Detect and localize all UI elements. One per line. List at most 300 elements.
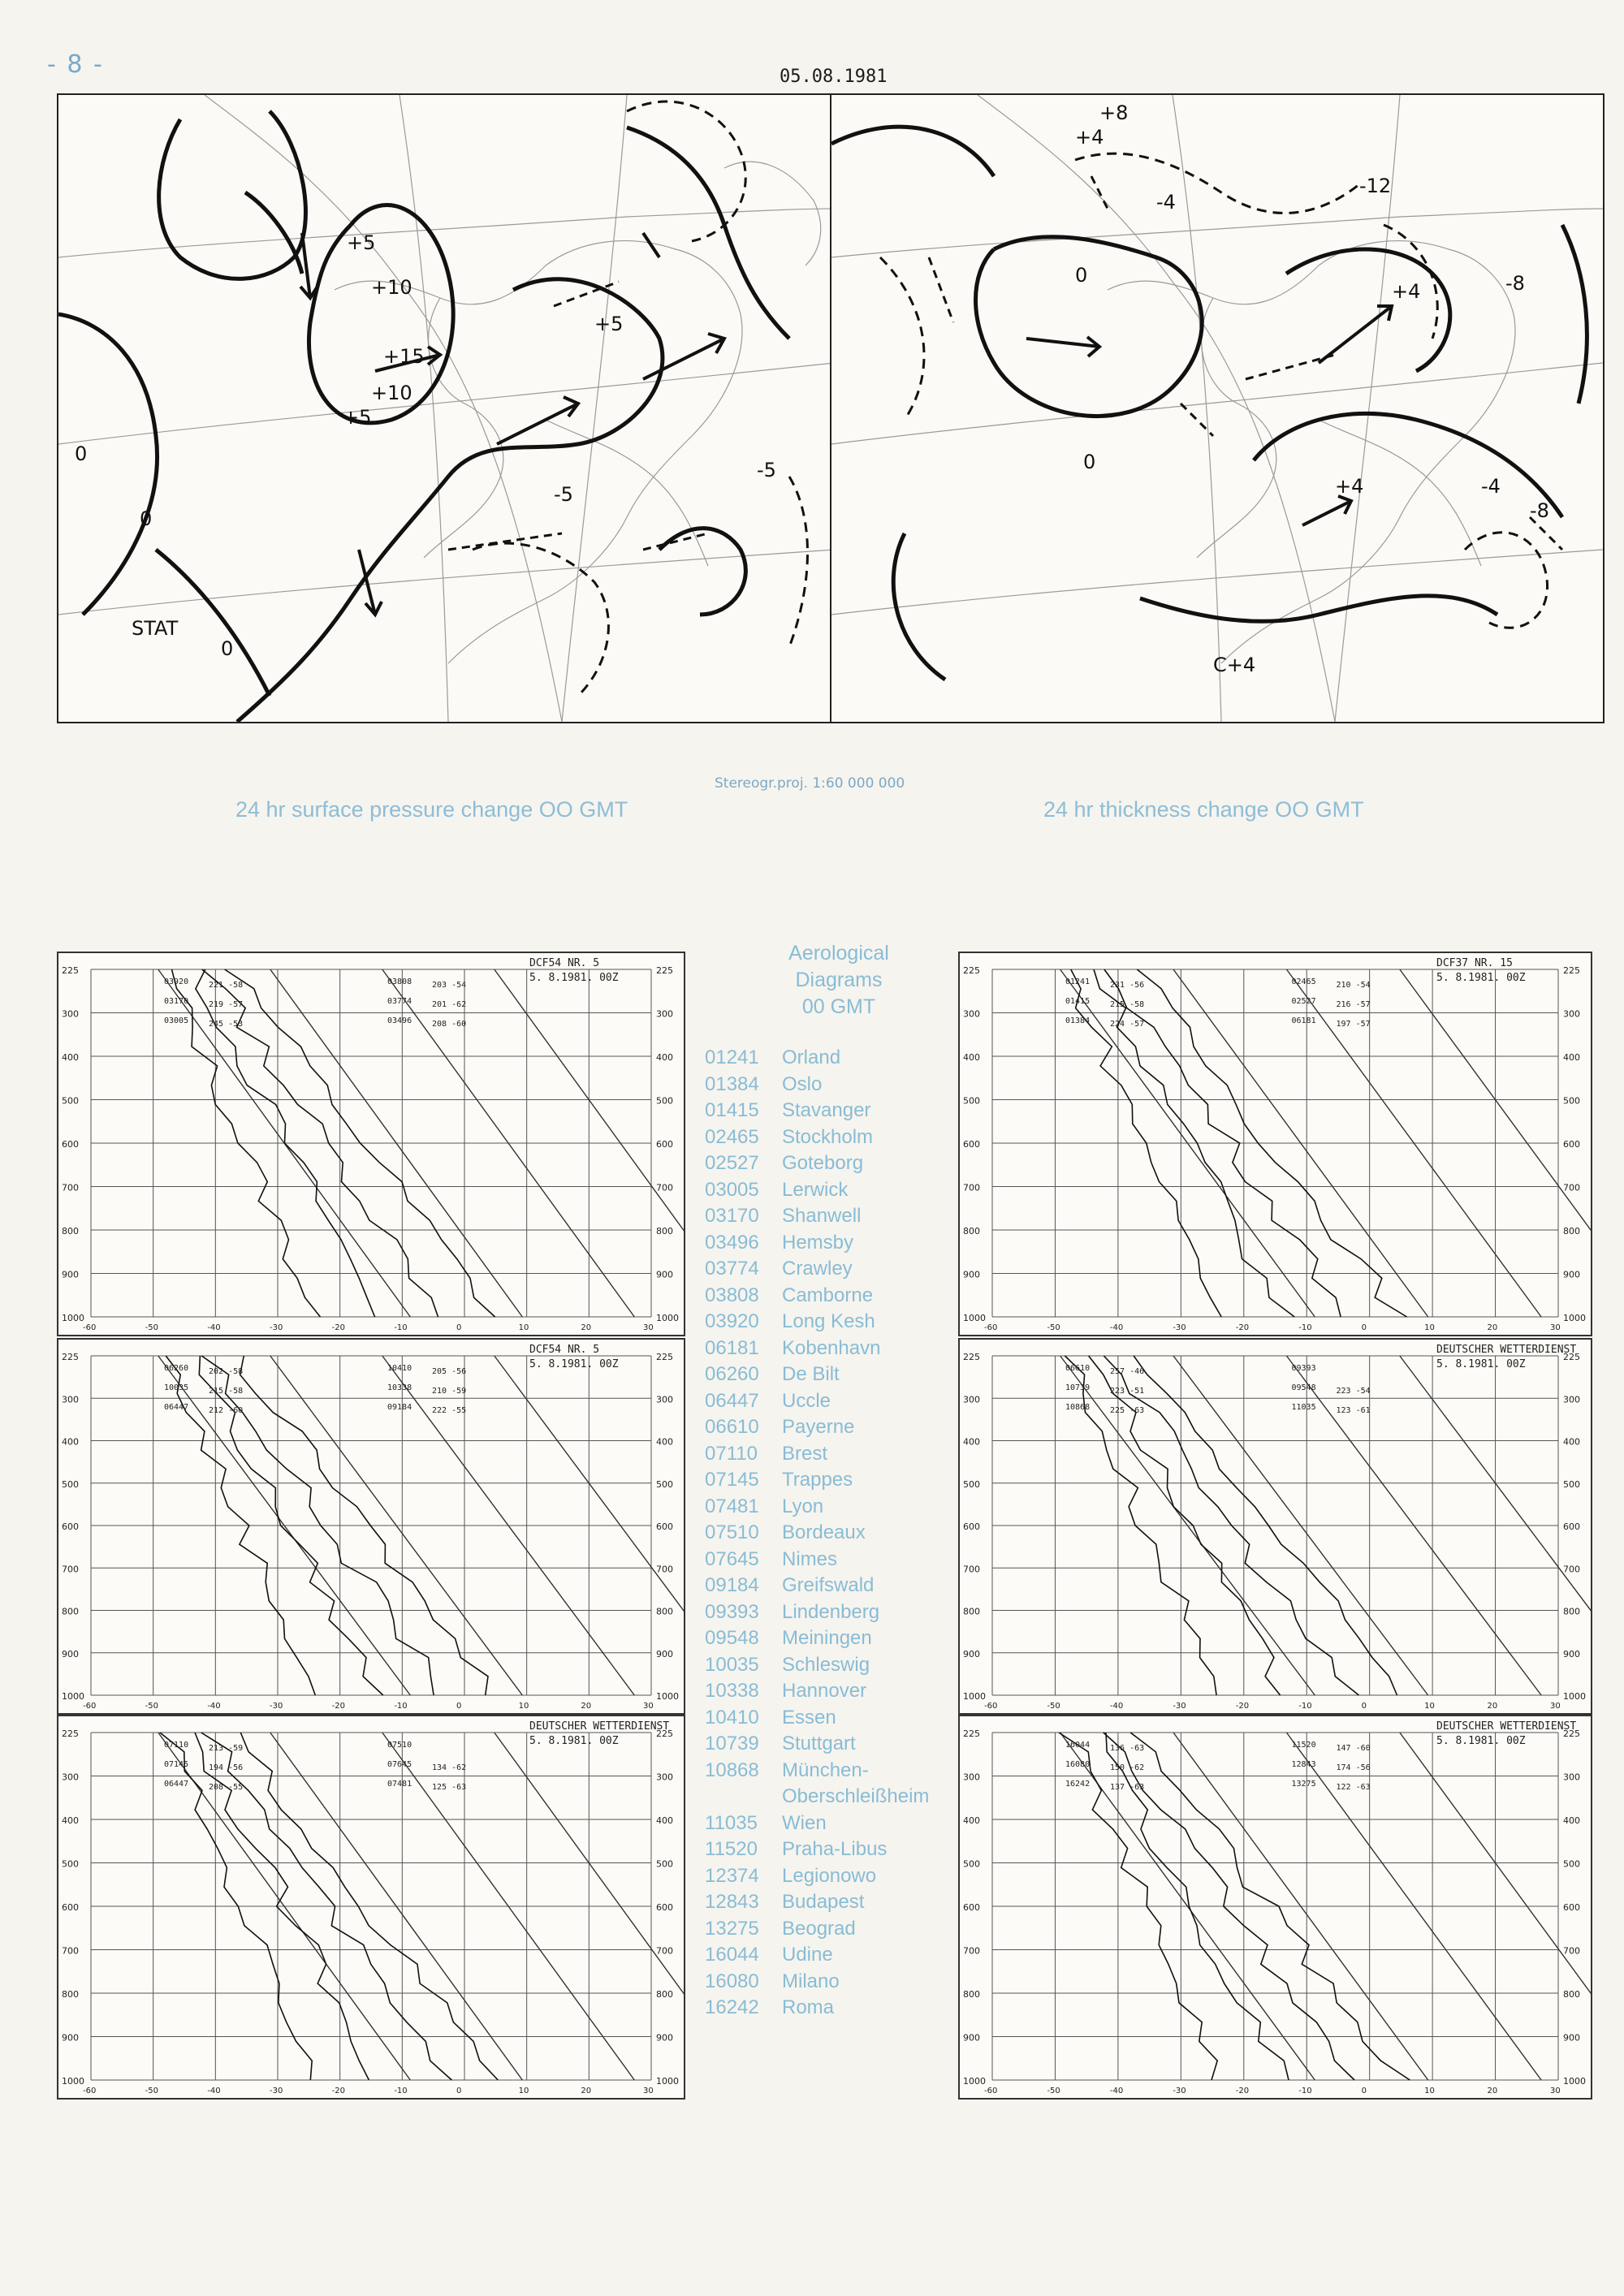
diagram-station-code: 03920 — [164, 978, 189, 986]
station-item — [705, 1652, 973, 1679]
station-name: Essen — [782, 1706, 836, 1728]
diagram-station-value: 210 -59 — [432, 1387, 467, 1396]
temperature-tick-label: 10 — [1424, 1323, 1435, 1332]
pressure-level-label: 225 — [62, 965, 79, 976]
map-label: +10 — [371, 382, 412, 404]
aerological-diagram — [57, 1338, 685, 1715]
pressure-level-label: 400 — [963, 1815, 980, 1826]
station-code: 06181 — [705, 1336, 759, 1359]
diagram-station-value: 136 -63 — [1110, 1744, 1145, 1753]
station-name: Brest — [782, 1442, 828, 1465]
temperature-tick-label: -50 — [1047, 1323, 1060, 1332]
pressure-level-label: 600 — [1563, 1521, 1580, 1532]
station-name: Orland — [782, 1047, 841, 1068]
station-code: 07645 — [705, 1547, 759, 1570]
station-item — [705, 1283, 973, 1310]
station-item — [705, 1836, 973, 1863]
pressure-level-label: 300 — [963, 1008, 980, 1020]
map-label: -8 — [1505, 272, 1525, 295]
pressure-level-label: 1000 — [656, 2076, 679, 2087]
pressure-level-label: 400 — [62, 1436, 79, 1448]
station-name: Payerne — [782, 1416, 855, 1438]
diagram-station-code: 16080 — [1065, 1760, 1091, 1769]
station-item — [705, 1916, 973, 1943]
map-label: +5 — [347, 231, 376, 254]
station-code: 06447 — [705, 1389, 759, 1412]
legend-title-line2: Diagrams — [795, 969, 883, 991]
diagram-station-code: 07481 — [387, 1780, 412, 1789]
station-name: Milano — [782, 1970, 840, 1992]
temperature-tick-label: 30 — [643, 1323, 654, 1332]
diagram-station-value: 225 -63 — [1110, 1406, 1145, 1415]
station-item — [705, 1124, 973, 1151]
pressure-level-label: 300 — [62, 1008, 79, 1020]
station-name: Meiningen — [782, 1627, 872, 1649]
temperature-tick-label: 20 — [581, 2087, 592, 2095]
temperature-tick-label: -20 — [1235, 1323, 1250, 1332]
aerological-diagram — [958, 952, 1592, 1336]
diagram-station-value: 137 -63 — [1110, 1783, 1145, 1792]
temperature-tick-label: -40 — [207, 2087, 221, 2095]
left-map-caption: 24 hr surface pressure change OO GMT — [235, 797, 628, 822]
temperature-tick-label: 0 — [456, 1323, 462, 1332]
station-item — [705, 1758, 973, 1810]
temperature-tick-label: 0 — [1361, 2087, 1367, 2095]
map-label: +4 — [1392, 280, 1421, 303]
pressure-level-label: 600 — [1563, 1902, 1580, 1913]
temperature-tick-label: -30 — [270, 1323, 283, 1332]
diagram-header: DCF37 NR. 15 — [1436, 957, 1513, 969]
pressure-level-label: 400 — [62, 1815, 79, 1826]
pressure-level-label: 400 — [656, 1436, 673, 1448]
pressure-level-label: 600 — [62, 1902, 79, 1913]
diagram-station-value: 216 -57 — [1336, 1000, 1371, 1009]
temperature-tick-label: -10 — [1298, 1323, 1312, 1332]
station-item — [705, 1520, 973, 1547]
diagram-station-value: 221 -58 — [209, 981, 244, 990]
pressure-level-label: 900 — [62, 2032, 79, 2044]
pressure-level-label: 400 — [656, 1052, 673, 1063]
station-item — [705, 1863, 973, 1890]
temperature-tick-label: -40 — [207, 1702, 221, 1711]
diagram-station-value: 203 -54 — [432, 981, 467, 990]
pressure-level-label: 500 — [963, 1478, 980, 1490]
temperature-tick-label: -10 — [394, 1323, 408, 1332]
diagram-station-code: 01415 — [1065, 997, 1091, 1006]
station-code: 10035 — [705, 1653, 759, 1676]
station-code: 16242 — [705, 1996, 759, 2018]
temperature-tick-label: -40 — [207, 1323, 221, 1332]
station-name: Lindenberg — [782, 1600, 880, 1623]
diagram-station-code: 01241 — [1065, 978, 1091, 986]
pressure-level-label: 700 — [1563, 1945, 1580, 1957]
temperature-tick-label: -30 — [270, 1702, 283, 1711]
temperature-tick-label: 30 — [643, 2087, 654, 2095]
station-name: München-Oberschleißheim — [782, 1759, 930, 1807]
temperature-tick-label: 30 — [643, 1702, 654, 1711]
station-item — [705, 1547, 973, 1573]
pressure-level-label: 600 — [62, 1521, 79, 1532]
temperature-tick-label: -30 — [1173, 1702, 1186, 1711]
map-label: 0 — [1083, 451, 1096, 473]
station-name: Stavanger — [782, 1099, 871, 1121]
station-name: Greifswald — [782, 1574, 875, 1596]
pressure-level-label: 800 — [963, 1606, 980, 1617]
pressure-level-label: 500 — [656, 1858, 673, 1870]
diagram-plot — [58, 1716, 684, 2098]
pressure-level-label: 600 — [62, 1139, 79, 1150]
station-code: 01241 — [705, 1047, 759, 1068]
diagram-station-code: 09184 — [387, 1403, 412, 1412]
station-name: De Bilt — [782, 1363, 840, 1385]
station-code: 01384 — [705, 1072, 759, 1095]
surface-pressure-map-drawing — [58, 95, 835, 722]
diagram-date: 5. 8.1981. 00Z — [1436, 1358, 1526, 1370]
diagram-station-value: 194 -56 — [209, 1763, 244, 1772]
temperature-tick-label: -60 — [984, 1702, 998, 1711]
temperature-tick-label: 10 — [518, 2087, 529, 2095]
station-name: Hannover — [782, 1680, 867, 1702]
right-map-caption: 24 hr thickness change OO GMT — [1043, 797, 1364, 822]
station-name: Goteborg — [782, 1152, 864, 1174]
station-name: Kobenhavn — [782, 1336, 881, 1359]
station-code: 02527 — [705, 1152, 759, 1174]
station-item — [705, 1177, 973, 1204]
pressure-level-label: 400 — [1563, 1436, 1580, 1448]
pressure-level-label: 700 — [1563, 1564, 1580, 1575]
aerological-diagram — [57, 1715, 685, 2100]
station-code: 06260 — [705, 1363, 759, 1385]
diagram-station-code: 07110 — [164, 1741, 189, 1750]
temperature-tick-label: 20 — [1487, 1323, 1498, 1332]
station-name: Bordeaux — [782, 1521, 866, 1543]
station-item — [705, 1705, 973, 1732]
station-name: Lyon — [782, 1495, 824, 1517]
temperature-tick-label: -20 — [331, 1323, 346, 1332]
diagram-header: DEUTSCHER WETTERDIENST — [1436, 1720, 1577, 1733]
diagram-station-value: 201 -62 — [432, 1000, 467, 1009]
diagram-station-code: 11035 — [1291, 1403, 1316, 1412]
pressure-level-label: 900 — [963, 1648, 980, 1659]
station-code: 03005 — [705, 1178, 759, 1201]
station-item — [705, 1388, 973, 1415]
temperature-tick-label: 20 — [581, 1702, 592, 1711]
station-code: 12843 — [705, 1891, 759, 1913]
diagram-station-code: 10338 — [387, 1383, 412, 1392]
pressure-level-label: 400 — [656, 1815, 673, 1826]
aerological-diagram — [57, 952, 685, 1336]
pressure-level-label: 225 — [1563, 1728, 1580, 1739]
pressure-level-label: 700 — [963, 1564, 980, 1575]
station-item — [705, 1995, 973, 2022]
diagram-plot — [58, 1340, 684, 1713]
map-label: +8 — [1099, 101, 1129, 124]
pressure-level-label: 500 — [1563, 1858, 1580, 1870]
temperature-tick-label: -60 — [83, 2087, 97, 2095]
diagram-station-code: 06260 — [164, 1364, 189, 1373]
pressure-level-label: 900 — [1563, 1648, 1580, 1659]
diagram-station-code: 03170 — [164, 997, 189, 1006]
pressure-level-label: 225 — [963, 965, 980, 976]
map-label: 0 — [1075, 264, 1088, 287]
map-label: -4 — [1156, 191, 1176, 214]
map-label: STAT — [132, 617, 179, 640]
pressure-level-label: 600 — [656, 1139, 673, 1150]
diagram-station-code: 09393 — [1291, 1364, 1316, 1373]
pressure-level-label: 225 — [1563, 965, 1580, 976]
diagram-station-code: 01384 — [1065, 1016, 1091, 1025]
temperature-tick-label: -50 — [1047, 2087, 1060, 2095]
station-name: Oslo — [782, 1072, 823, 1095]
map-label: +4 — [1335, 475, 1364, 498]
station-code: 06610 — [705, 1416, 759, 1438]
diagram-station-code: 06447 — [164, 1403, 189, 1412]
diagram-station-code: 09548 — [1291, 1383, 1316, 1392]
diagram-station-value: 197 -57 — [1336, 1020, 1371, 1029]
station-code: 07110 — [705, 1442, 758, 1465]
pressure-level-label: 300 — [963, 1394, 980, 1405]
station-code: 13275 — [705, 1917, 759, 1940]
station-name: Budapest — [782, 1891, 865, 1913]
pressure-level-label: 1000 — [656, 1691, 679, 1702]
station-name: Camborne — [782, 1284, 874, 1306]
map-label: 0 — [221, 637, 234, 660]
temperature-tick-label: -10 — [394, 1702, 408, 1711]
pressure-level-label: 800 — [963, 1226, 980, 1236]
temperature-tick-label: -20 — [331, 2087, 346, 2095]
temperature-tick-label: 0 — [456, 2087, 462, 2095]
temperature-tick-label: -60 — [984, 1323, 998, 1332]
pressure-level-label: 500 — [963, 1858, 980, 1870]
temperature-tick-label: -60 — [984, 2087, 998, 2095]
temperature-tick-label: 10 — [1424, 2087, 1435, 2095]
temperature-tick-label: -20 — [1235, 2087, 1250, 2095]
pressure-level-label: 900 — [1563, 1269, 1580, 1280]
station-name: Uccle — [782, 1389, 831, 1412]
pressure-level-label: 700 — [656, 1182, 673, 1193]
station-code: 11520 — [705, 1838, 758, 1860]
diagram-station-value: 212 -60 — [209, 1406, 244, 1415]
pressure-level-label: 900 — [1563, 2032, 1580, 2044]
pressure-level-label: 1000 — [963, 2076, 986, 2087]
diagram-station-value: 123 -61 — [1336, 1406, 1371, 1415]
diagram-station-code: 10739 — [1065, 1383, 1091, 1392]
station-code: 10739 — [705, 1733, 759, 1754]
diagram-station-code: 16044 — [1065, 1741, 1091, 1750]
station-name: Roma — [782, 1996, 835, 2018]
station-item — [705, 1045, 973, 1072]
temperature-tick-label: -60 — [83, 1702, 97, 1711]
map-label: 0 — [75, 442, 88, 465]
pressure-level-label: 800 — [656, 1226, 673, 1236]
pressure-level-label: 225 — [62, 1352, 79, 1362]
pressure-level-label: 225 — [963, 1352, 980, 1362]
diagram-station-value: 223 -51 — [1110, 1387, 1145, 1396]
station-item — [705, 1599, 973, 1626]
map-label: +5 — [594, 313, 624, 335]
diagram-station-value: 215 -58 — [1110, 1000, 1145, 1009]
diagram-station-value: 205 -56 — [432, 1367, 467, 1376]
station-item — [705, 1150, 973, 1177]
pressure-level-label: 700 — [62, 1564, 79, 1575]
diagram-station-code: 03774 — [387, 997, 412, 1006]
surface-pressure-change-map — [57, 93, 836, 723]
pressure-level-label: 225 — [1563, 1352, 1580, 1362]
pressure-level-label: 300 — [963, 1772, 980, 1783]
station-code: 10868 — [705, 1759, 759, 1781]
temperature-tick-label: -30 — [1173, 1323, 1186, 1332]
diagram-station-value: 224 -57 — [1110, 1020, 1145, 1029]
temperature-tick-label: -50 — [145, 2087, 159, 2095]
diagram-station-value: 150 -62 — [1110, 1763, 1145, 1772]
station-name: Wien — [782, 1811, 827, 1834]
temperature-tick-label: 0 — [1361, 1702, 1367, 1711]
diagram-date: 5. 8.1981. 00Z — [529, 1358, 619, 1370]
station-code: 09393 — [705, 1600, 759, 1623]
pressure-level-label: 800 — [1563, 1606, 1580, 1617]
pressure-level-label: 1000 — [62, 2076, 84, 2087]
diagram-station-value: 174 -56 — [1336, 1763, 1371, 1772]
page-number: - 8 - — [47, 50, 104, 79]
pressure-level-label: 800 — [656, 1989, 673, 2000]
station-name: Legionowo — [782, 1864, 877, 1887]
station-code: 03774 — [705, 1258, 759, 1280]
diagram-station-code: 12843 — [1291, 1760, 1316, 1769]
pressure-level-label: 225 — [656, 1728, 673, 1739]
diagram-station-value: 147 -60 — [1336, 1744, 1371, 1753]
map-label: 0 — [140, 507, 153, 530]
station-code: 12374 — [705, 1864, 759, 1887]
diagram-station-code: 10410 — [387, 1364, 412, 1373]
map-label: -5 — [554, 483, 573, 506]
diagram-station-value: 222 -55 — [432, 1406, 467, 1415]
station-item — [705, 1942, 973, 1969]
pressure-level-label: 900 — [963, 1269, 980, 1280]
pressure-level-label: 600 — [656, 1902, 673, 1913]
station-name: Schleswig — [782, 1653, 870, 1676]
station-name: Praha-Libus — [782, 1838, 888, 1860]
map-label: -5 — [757, 459, 776, 481]
map-label: +4 — [1075, 126, 1104, 149]
station-code: 10410 — [705, 1706, 759, 1728]
pressure-level-label: 800 — [656, 1606, 673, 1617]
pressure-level-label: 1000 — [963, 1313, 986, 1323]
station-item — [705, 1969, 973, 1996]
station-item — [705, 1625, 973, 1652]
station-name: Beograd — [782, 1917, 856, 1940]
temperature-tick-label: -40 — [1109, 1702, 1124, 1711]
temperature-tick-label: -20 — [331, 1702, 346, 1711]
diagram-plot — [960, 953, 1591, 1335]
pressure-level-label: 225 — [656, 1352, 673, 1362]
pressure-level-label: 500 — [62, 1478, 79, 1490]
pressure-level-label: 900 — [963, 2032, 980, 2044]
station-item — [705, 1230, 973, 1257]
temperature-tick-label: -60 — [83, 1323, 97, 1332]
pressure-level-label: 900 — [656, 1269, 673, 1280]
temperature-tick-label: 0 — [1361, 1323, 1367, 1332]
pressure-level-label: 400 — [963, 1436, 980, 1448]
diagram-station-code: 07145 — [164, 1760, 189, 1769]
pressure-level-label: 500 — [963, 1095, 980, 1107]
pressure-level-label: 1000 — [656, 1313, 679, 1323]
pressure-level-label: 700 — [963, 1945, 980, 1957]
pressure-level-label: 300 — [656, 1008, 673, 1020]
diagram-station-value: 134 -62 — [432, 1763, 467, 1772]
pressure-level-label: 500 — [62, 1095, 79, 1107]
pressure-level-label: 300 — [1563, 1008, 1580, 1020]
diagram-station-code: 10868 — [1065, 1403, 1091, 1412]
diagram-header: DCF54 NR. 5 — [529, 1344, 600, 1356]
pressure-level-label: 700 — [62, 1945, 79, 1957]
temperature-tick-label: -20 — [1235, 1702, 1250, 1711]
pressure-level-label: 400 — [963, 1052, 980, 1063]
pressure-level-label: 600 — [1563, 1139, 1580, 1150]
temperature-tick-label: -30 — [270, 2087, 283, 2095]
pressure-level-label: 700 — [963, 1182, 980, 1193]
diagram-station-code: 06181 — [1291, 1016, 1316, 1025]
pressure-level-label: 400 — [1563, 1815, 1580, 1826]
temperature-tick-label: 10 — [518, 1323, 529, 1332]
pressure-level-label: 300 — [62, 1772, 79, 1783]
station-item — [705, 1467, 973, 1494]
station-name: Hemsby — [782, 1231, 854, 1254]
station-item — [705, 1072, 973, 1098]
diagram-station-value: 125 -63 — [432, 1783, 467, 1792]
pressure-level-label: 800 — [62, 1226, 79, 1236]
pressure-level-label: 1000 — [1563, 1691, 1586, 1702]
pressure-level-label: 800 — [963, 1989, 980, 2000]
station-item — [705, 1441, 973, 1468]
diagram-station-code: 13275 — [1291, 1780, 1316, 1789]
station-code: 03808 — [705, 1284, 759, 1306]
pressure-level-label: 700 — [656, 1945, 673, 1957]
station-code: 16044 — [705, 1944, 759, 1966]
diagram-date: 5. 8.1981. 00Z — [1436, 1735, 1526, 1747]
pressure-level-label: 700 — [62, 1182, 79, 1193]
temperature-tick-label: 20 — [1487, 1702, 1498, 1711]
aerological-diagram — [958, 1715, 1592, 2100]
station-name: Trappes — [782, 1469, 853, 1491]
diagram-station-code: 06447 — [164, 1780, 189, 1789]
pressure-level-label: 700 — [1563, 1182, 1580, 1193]
temperature-tick-label: -10 — [1298, 2087, 1312, 2095]
thickness-map-drawing — [831, 95, 1603, 722]
pressure-level-label: 800 — [62, 1989, 79, 2000]
pressure-level-label: 900 — [656, 2032, 673, 2044]
diagram-header: DCF54 NR. 5 — [529, 957, 600, 969]
temperature-tick-label: -50 — [145, 1323, 159, 1332]
diagram-station-value: 122 -63 — [1336, 1783, 1371, 1792]
diagram-plot — [960, 1716, 1591, 2098]
diagram-plot — [960, 1340, 1591, 1713]
station-item — [705, 1678, 973, 1705]
diagram-station-code: 03808 — [387, 978, 412, 986]
diagram-station-value: 231 -56 — [1110, 981, 1145, 990]
diagram-header: DEUTSCHER WETTERDIENST — [1436, 1344, 1577, 1356]
map-label: -8 — [1530, 499, 1549, 522]
diagram-station-value: 215 -58 — [209, 1387, 244, 1396]
temperature-tick-label: 20 — [1487, 2087, 1498, 2095]
pressure-level-label: 1000 — [62, 1691, 84, 1702]
station-name: Long Kesh — [782, 1310, 875, 1332]
pressure-level-label: 700 — [656, 1564, 673, 1575]
pressure-level-label: 500 — [1563, 1478, 1580, 1490]
station-name: Lerwick — [782, 1178, 849, 1201]
diagram-plot — [58, 953, 684, 1335]
map-label: +5 — [343, 406, 372, 429]
station-code: 03170 — [705, 1205, 759, 1227]
